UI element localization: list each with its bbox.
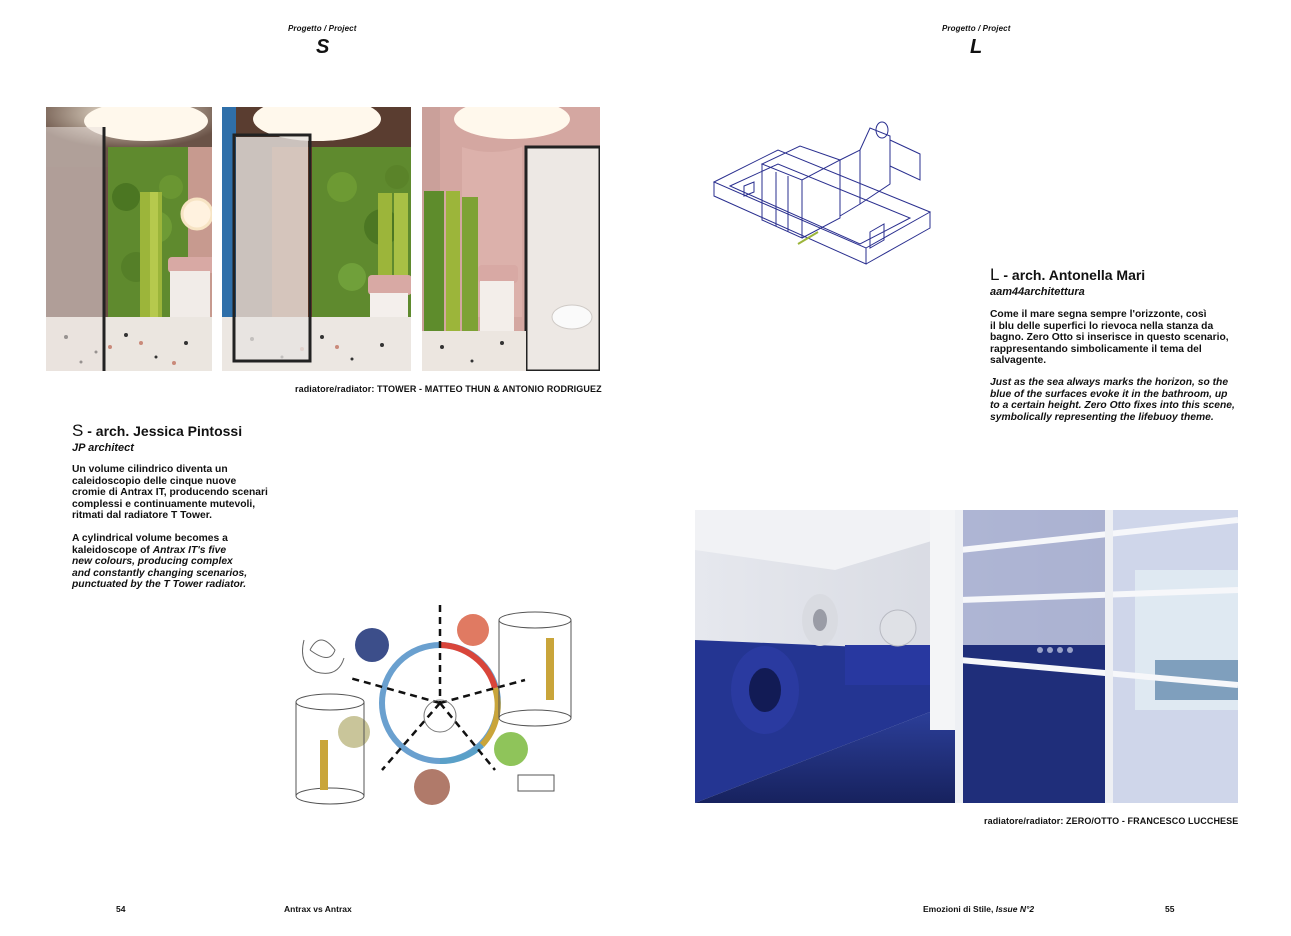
left-studio: JP architect [72,442,134,454]
right-heading-block [990,265,1145,298]
render-s-2 [222,107,411,371]
render-s-3 [422,107,600,371]
right-text-en: Just as the sea always marks the horizon, so the blue of the surfaces evoke it in the bathroom, up to a certain height. Zero Otto fixes into this scene, symbolically representing the lifebuoy theme. [990,377,1235,423]
left-page-letter: S [316,36,330,58]
render-l [695,510,1238,803]
right-text-it: Come il mare segna sempre l'orizzonte, così il blu delle superfici lo rievoca nella stanza da bagno. Zero Otto si inserisce in questo scenario, rappresentando simbolicamente il tema del salvagente. [990,309,1229,367]
left-text-en: A cylindrical volume becomes a kaleidoscope of Antrax IT's five new colours, producing complex and constantly changing scenarios, punctuated by the T Tower radiator. [72,533,248,591]
axonometric-drawing [710,120,940,300]
right-footer-title: Emozioni di Stile, Issue N°2 [923,904,1035,914]
left-page-number: 54 [116,904,126,914]
render-s-1 [46,107,212,371]
right-kicker: Progetto / Project [942,24,1011,33]
right-studio: aam44architettura [990,286,1085,298]
right-page-number: 55 [1165,904,1175,914]
left-footer-title: Antrax vs Antrax [284,904,352,914]
right-radiator-caption: radiatore/radiator: ZERO/OTTO - FRANCESCO LUCCHESE [984,816,1239,826]
concept-sketch [290,600,596,812]
right-heading: L - arch. Antonella Mari [990,265,1146,284]
left-radiator-caption: radiatore/radiator: TTOWER - MATTEO THUN & ANTONIO RODRIGUEZ [295,384,602,394]
left-heading: S - arch. Jessica Pintossi [72,421,243,440]
left-heading-block [72,421,242,454]
left-text-it: Un volume cilindrico diventa un caleidoscopio delle cinque nuove cromie di Antrax IT, producendo scenari complessi e continuamente mutevoli, ritmati dal radiatore T Tower. [72,464,268,522]
right-page-letter: L [970,36,983,58]
left-kicker: Progetto / Project [288,24,357,33]
